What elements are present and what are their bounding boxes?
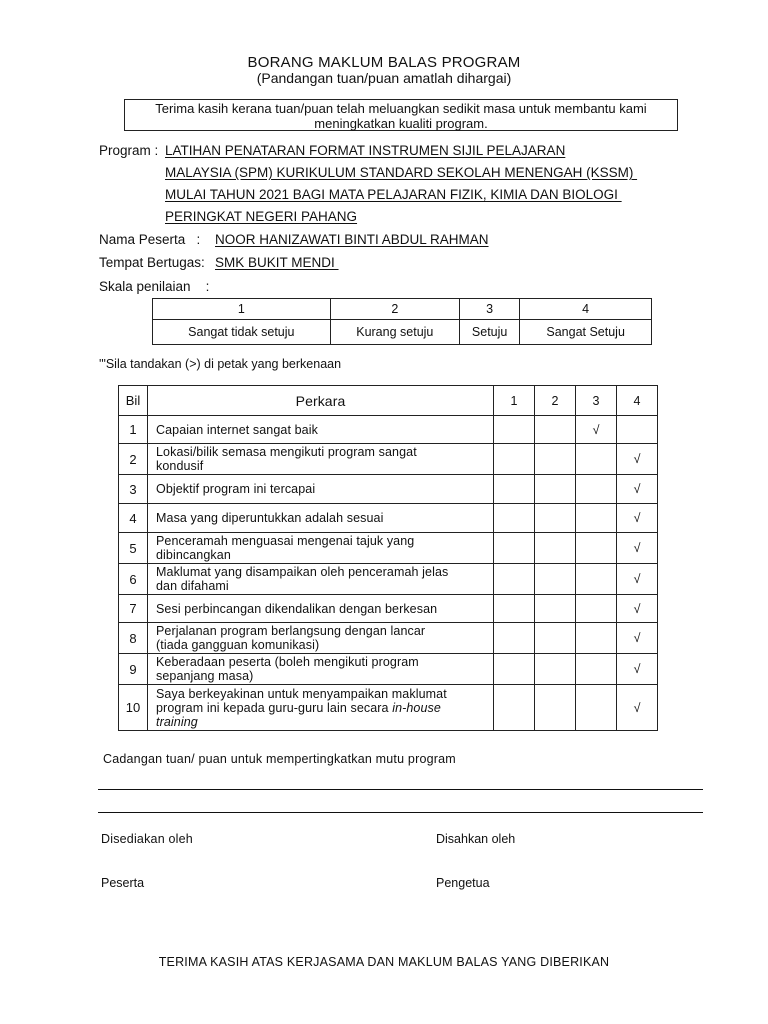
statement-line — [156, 602, 493, 616]
row-number: 10 — [119, 685, 148, 731]
scale-label: Setuju — [459, 320, 519, 345]
rating-cell-4[interactable] — [617, 416, 658, 444]
note-line-1: Terima kasih kerana tuan/puan telah meluangkan sedikit masa untuk membantu kami — [155, 101, 647, 116]
table-row — [119, 654, 658, 685]
rating-cell-1[interactable] — [494, 654, 535, 685]
table-row — [119, 564, 658, 595]
rating-cell-1[interactable] — [494, 533, 535, 564]
approved-by-label: Disahkan oleh — [436, 832, 516, 846]
scale-label: Sangat Setuju — [520, 320, 652, 345]
statement-text: (tiada gangguan komunikasi) — [156, 638, 320, 652]
table-body — [119, 416, 658, 731]
statement-text: training — [156, 714, 198, 729]
row-number: 1 — [119, 416, 148, 444]
row-statement — [148, 444, 494, 475]
principal-label: Pengetua — [436, 876, 490, 890]
table-row — [119, 685, 658, 731]
statement-line — [156, 687, 493, 701]
rating-cell-1[interactable] — [494, 564, 535, 595]
thank-you-note-box — [124, 99, 678, 131]
program-line-4: PERINGKAT NEGERI PAHANG — [165, 209, 358, 224]
statement-text: Penceramah menguasai mengenai tajuk yang — [156, 534, 415, 548]
workplace-label: Tempat Bertugas: — [99, 255, 205, 270]
statement-line — [156, 715, 493, 729]
statement-text: program ini kepada guru-guru lain secara — [156, 700, 393, 715]
rating-cell-2[interactable] — [535, 564, 576, 595]
rating-cell-2[interactable] — [535, 416, 576, 444]
suggestion-line-1[interactable] — [98, 789, 703, 790]
footer-thanks: TERIMA KASIH ATAS KERJASAMA DAN MAKLUM BALAS YANG DIBERIKAN — [158, 955, 610, 969]
rating-cell-3[interactable] — [576, 475, 617, 504]
row-statement — [148, 685, 494, 731]
statement-text: sepanjang masa) — [156, 669, 254, 683]
program-line-1: LATIHAN PENATARAN FORMAT INSTRUMEN SIJIL PELAJARAN — [165, 143, 566, 158]
form-title: BORANG MAKLUM BALAS PROGRAM — [247, 54, 521, 71]
table-row — [119, 416, 658, 444]
program-label: Program : — [99, 143, 159, 158]
statement-line — [156, 445, 493, 459]
rating-cell-1[interactable] — [494, 504, 535, 533]
rating-cell-2[interactable] — [535, 595, 576, 623]
statement-line — [156, 624, 493, 638]
statement-line — [156, 655, 493, 669]
rating-cell-3[interactable] — [576, 444, 617, 475]
row-statement — [148, 533, 494, 564]
rating-cell-1[interactable] — [494, 444, 535, 475]
rating-cell-4[interactable]: √ — [617, 533, 658, 564]
instruction-text: '"Sila tandakan (>) di petak yang berkenaan — [99, 357, 342, 371]
row-statement — [148, 416, 494, 444]
rating-cell-3[interactable] — [576, 623, 617, 654]
statement-line — [156, 669, 493, 683]
header-col-3: 3 — [576, 386, 617, 416]
statement-italic: in-house — [392, 700, 441, 715]
rating-cell-2[interactable] — [535, 654, 576, 685]
header-col-1: 1 — [494, 386, 535, 416]
statement-text: Masa yang diperuntukkan adalah sesuai — [156, 511, 384, 525]
rating-cell-1[interactable] — [494, 416, 535, 444]
participant-name-label: Nama Peserta : — [99, 232, 201, 247]
row-number: 8 — [119, 623, 148, 654]
statement-line — [156, 482, 493, 496]
scale-number: 3 — [459, 299, 519, 320]
statement-line — [156, 638, 493, 652]
scale-number: 2 — [330, 299, 459, 320]
statement-text: Sesi perbincangan dikendalikan dengan berkesan — [156, 601, 438, 616]
header-col-4: 4 — [617, 386, 658, 416]
statement-line — [156, 579, 493, 593]
rating-scale-table — [152, 298, 652, 345]
rating-cell-2[interactable] — [535, 533, 576, 564]
rating-cell-4[interactable]: √ — [617, 623, 658, 654]
rating-cell-2[interactable] — [535, 475, 576, 504]
participant-label: Peserta — [101, 876, 145, 890]
scale-label: Kurang setuju — [330, 320, 459, 345]
row-statement — [148, 564, 494, 595]
rating-cell-4[interactable]: √ — [617, 475, 658, 504]
statement-line — [156, 548, 493, 562]
statement-text: Lokasi/bilik semasa mengikuti program sangat — [156, 445, 417, 459]
statement-text: kondusif — [156, 459, 204, 473]
note-line-2: meningkatkan kualiti program. — [314, 116, 488, 131]
evaluation-table — [118, 385, 658, 731]
statement-text: Maklumat yang disampaikan oleh penceramah jelas — [156, 565, 449, 579]
statement-text: Capaian internet sangat baik — [156, 422, 318, 437]
row-number: 7 — [119, 595, 148, 623]
statement-line — [156, 534, 493, 548]
row-statement — [148, 623, 494, 654]
rating-cell-3[interactable] — [576, 685, 617, 731]
scale-number: 4 — [520, 299, 652, 320]
rating-cell-3[interactable]: √ — [576, 416, 617, 444]
statement-line — [156, 701, 493, 715]
rating-cell-4[interactable]: √ — [617, 444, 658, 475]
row-number: 4 — [119, 504, 148, 533]
rating-cell-4[interactable]: √ — [617, 685, 658, 731]
table-row — [119, 444, 658, 475]
statement-line — [156, 459, 493, 473]
statement-text: Saya berkeyakinan untuk menyampaikan maklumat — [156, 686, 447, 701]
row-statement — [148, 595, 494, 623]
table-row — [119, 623, 658, 654]
statement-text: Perjalanan program berlangsung dengan lancar — [156, 624, 426, 638]
statement-text: dan difahami — [156, 579, 229, 593]
prepared-by-label: Disediakan oleh — [101, 832, 193, 846]
rating-cell-4[interactable]: √ — [617, 595, 658, 623]
statement-line — [156, 565, 493, 579]
scale-label-row — [153, 320, 652, 345]
rating-cell-2[interactable] — [535, 444, 576, 475]
rating-cell-1[interactable] — [494, 685, 535, 731]
statement-line — [156, 511, 493, 525]
suggestion-line-2[interactable] — [98, 812, 703, 813]
table-header-row — [119, 386, 658, 416]
rating-cell-1[interactable] — [494, 623, 535, 654]
row-number: 9 — [119, 654, 148, 685]
row-number: 6 — [119, 564, 148, 595]
rating-cell-1[interactable] — [494, 475, 535, 504]
statement-text: dibincangkan — [156, 548, 231, 562]
rating-cell-4[interactable]: √ — [617, 504, 658, 533]
statement-text: Keberadaan peserta (boleh mengikuti program — [156, 655, 419, 669]
row-number: 3 — [119, 475, 148, 504]
rating-cell-4[interactable]: √ — [617, 564, 658, 595]
header-col-2: 2 — [535, 386, 576, 416]
program-line-3: MULAI TAHUN 2021 BAGI MATA PELAJARAN FIZIK, KIMIA DAN BIOLOGI — [165, 187, 622, 202]
rating-cell-1[interactable] — [494, 595, 535, 623]
row-statement — [148, 504, 494, 533]
form-subtitle: (Pandangan tuan/puan amatlah dihargai) — [256, 70, 512, 86]
scale-label: Sangat tidak setuju — [153, 320, 331, 345]
row-number: 5 — [119, 533, 148, 564]
rating-cell-2[interactable] — [535, 685, 576, 731]
table-row — [119, 533, 658, 564]
header-perkara: Perkara — [148, 386, 494, 416]
suggestion-label: Cadangan tuan/ puan untuk mempertingkatkan mutu program — [103, 752, 456, 766]
rating-cell-2[interactable] — [535, 504, 576, 533]
rating-cell-3[interactable] — [576, 654, 617, 685]
row-statement — [148, 475, 494, 504]
scale-number: 1 — [153, 299, 331, 320]
row-number: 2 — [119, 444, 148, 475]
scale-number-row — [153, 299, 652, 320]
participant-name-value: NOOR HANIZAWATI BINTI ABDUL RAHMAN — [215, 232, 489, 247]
rating-cell-2[interactable] — [535, 623, 576, 654]
rating-cell-3[interactable] — [576, 533, 617, 564]
table-row — [119, 475, 658, 504]
table-row — [119, 504, 658, 533]
rating-cell-4[interactable]: √ — [617, 654, 658, 685]
header-bil: Bil — [119, 386, 148, 416]
rating-cell-3[interactable] — [576, 504, 617, 533]
row-statement — [148, 654, 494, 685]
rating-cell-3[interactable] — [576, 564, 617, 595]
statement-text: Objektif program ini tercapai — [156, 482, 316, 496]
table-row — [119, 595, 658, 623]
statement-line — [156, 423, 493, 437]
rating-cell-3[interactable] — [576, 595, 617, 623]
workplace-value: SMK BUKIT MENDI — [215, 255, 339, 270]
rating-scale-label: Skala penilaian : — [99, 279, 210, 294]
program-line-2: MALAYSIA (SPM) KURIKULUM STANDARD SEKOLAH MENENGAH (KSSM) — [165, 165, 638, 180]
